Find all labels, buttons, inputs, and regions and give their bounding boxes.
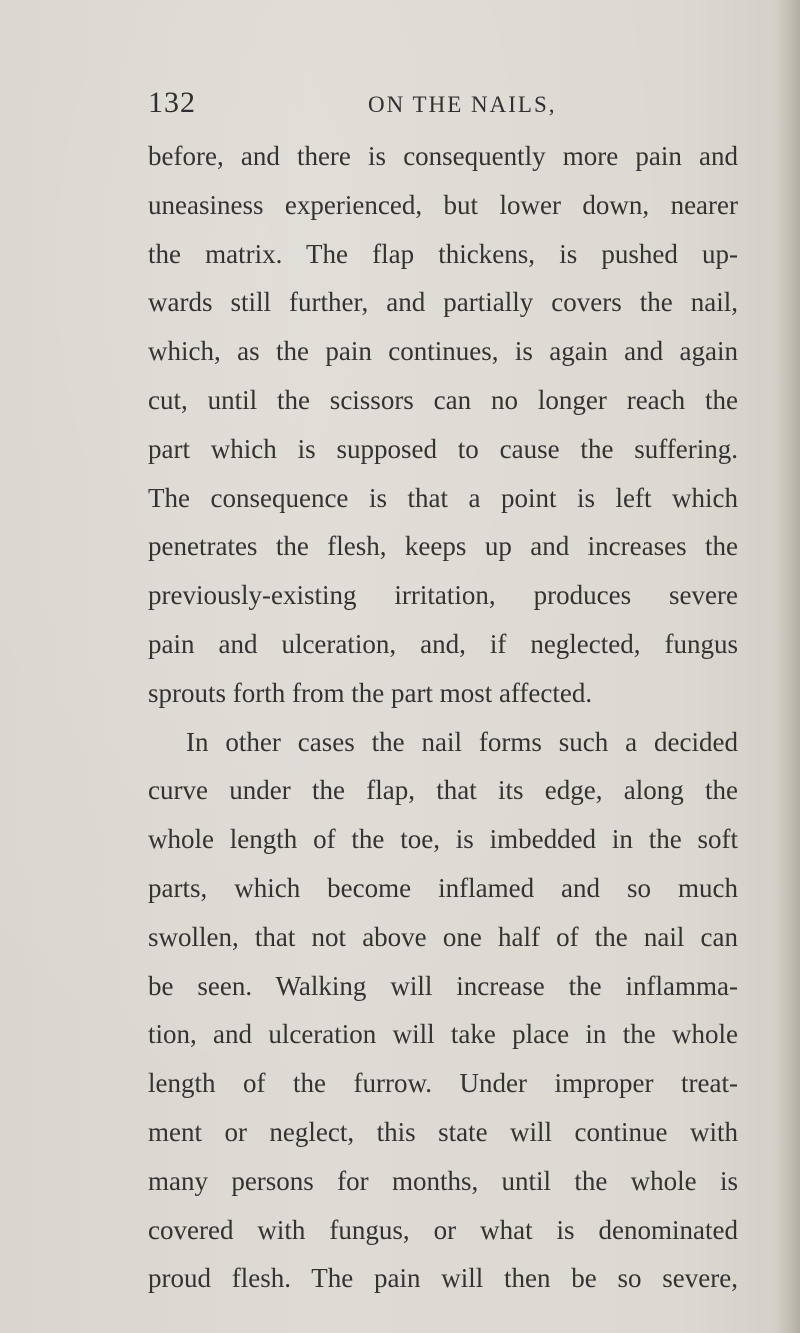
page-header [148, 86, 748, 126]
text-line: cut, until the scissors can no longer reach the [148, 384, 738, 415]
text-line: ment or neglect, this state will continue with [148, 1116, 738, 1147]
text-line: part which is supposed to cause the suffering. [148, 433, 738, 464]
text-line: proud flesh. The pain will then be so severe, [148, 1263, 738, 1294]
body-text [148, 132, 738, 1303]
text-line: penetrates the flesh, keeps up and increases the [148, 531, 738, 562]
page-edge-shadow [774, 0, 800, 1333]
text-line: tion, and ulceration will take place in the whole [148, 1019, 738, 1050]
text-line: the matrix. The flap thickens, is pushed up- [148, 238, 738, 269]
text-line: covered with fungus, or what is denominated [148, 1214, 738, 1245]
page-number: 132 [148, 86, 196, 119]
text-line: uneasiness experienced, but lower down, nearer [148, 189, 738, 220]
text-line: length of the furrow. Under improper treat- [148, 1068, 738, 1099]
text-line: many persons for months, until the whole is [148, 1165, 738, 1196]
text-line: wards still further, and partially covers the nail, [148, 287, 738, 318]
text-line: before, and there is consequently more pain and [148, 141, 738, 171]
text-line: parts, which become inflamed and so much [148, 872, 738, 903]
text-line: In other cases the nail forms such a decided [186, 726, 738, 757]
text-line: be seen. Walking will increase the inflamma- [148, 970, 738, 1001]
text-line: swollen, that not above one half of the nail can [148, 921, 738, 952]
text-line: which, as the pain continues, is again and again [148, 336, 738, 367]
text-line: curve under the flap, that its edge, along the [148, 775, 738, 806]
text-line: pain and ulceration, and, if neglected, fungus [148, 628, 738, 659]
text-line: whole length of the toe, is imbedded in the soft [148, 824, 738, 855]
running-head: ON THE NAILS, [368, 92, 557, 117]
text-line: sprouts forth from the part most affected. [148, 677, 593, 708]
text-line: previously-existing irritation, produces severe [148, 580, 738, 611]
text-line: The consequence is that a point is left which [148, 482, 738, 513]
